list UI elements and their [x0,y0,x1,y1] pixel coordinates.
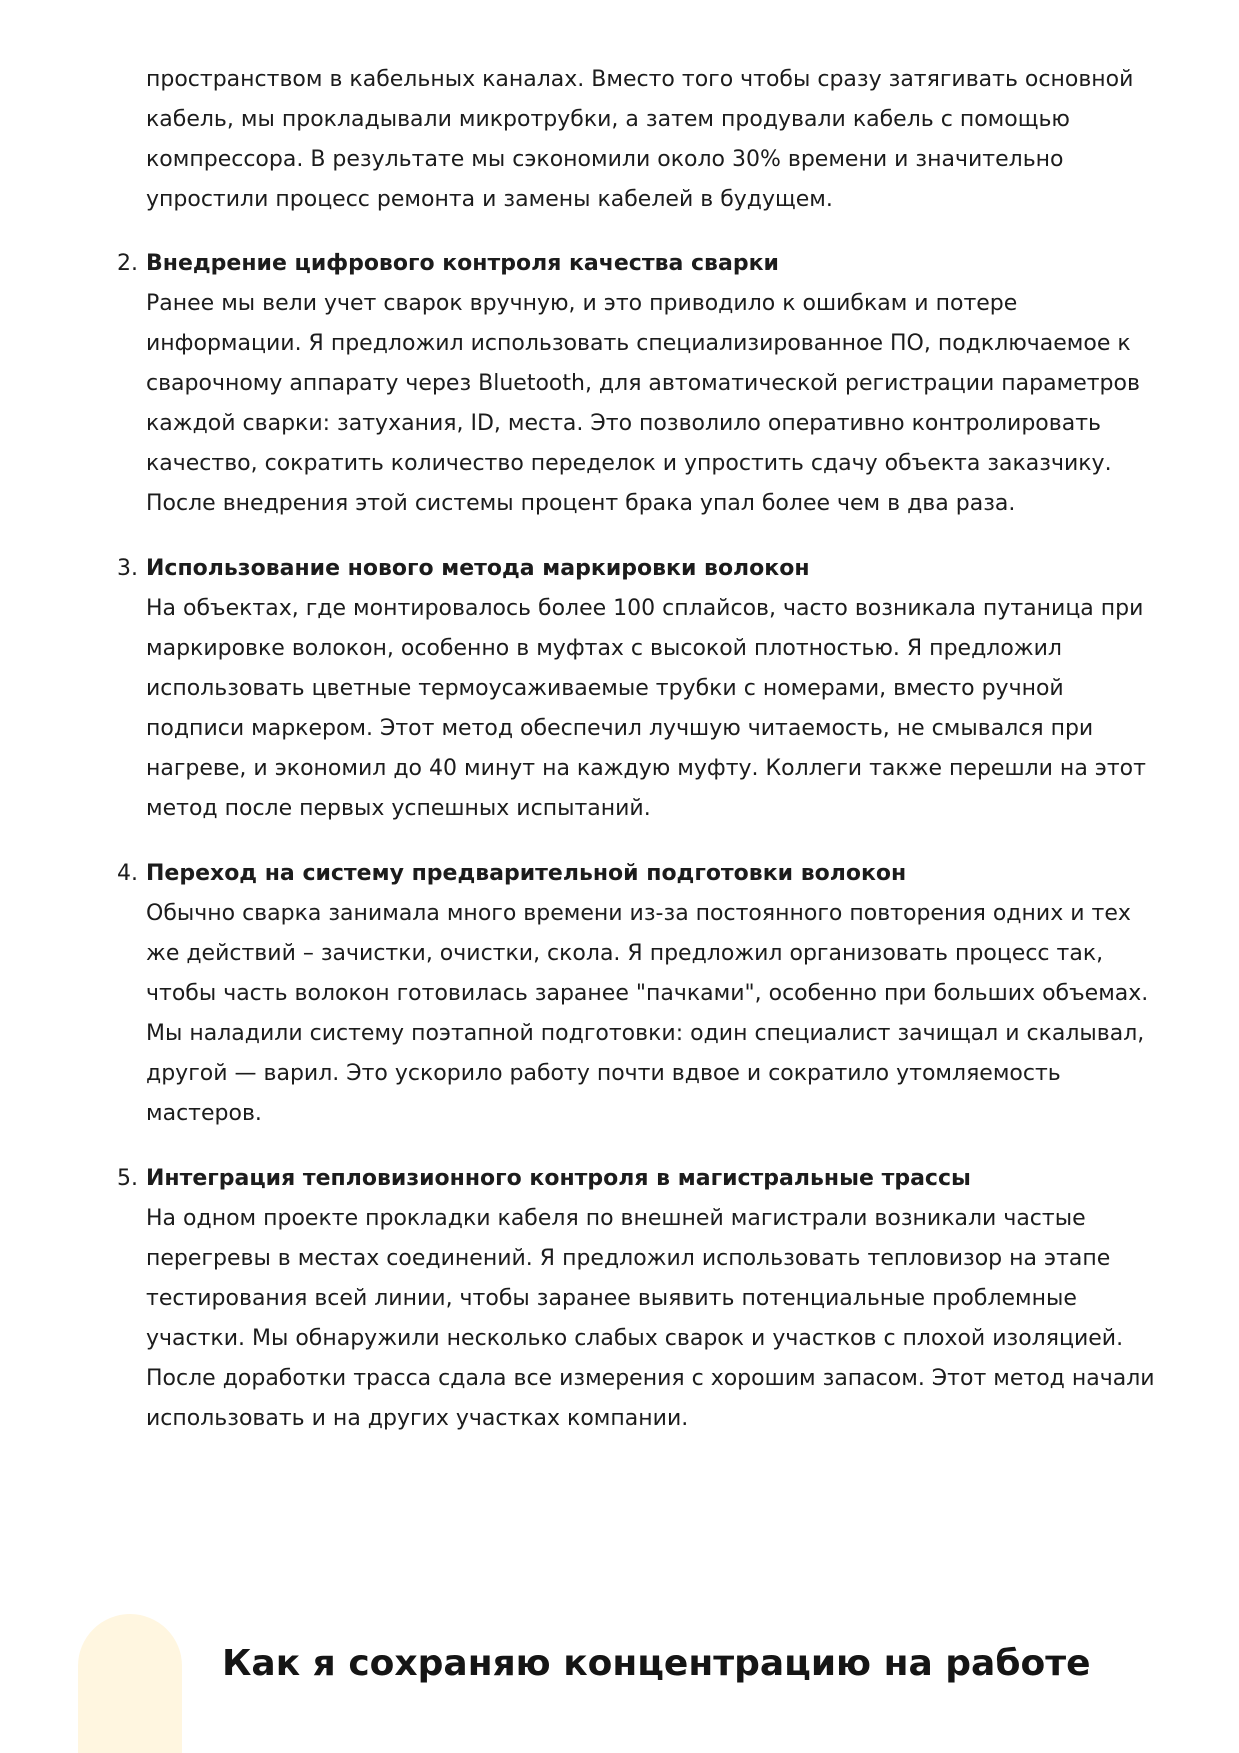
list-item-number: 4. [117,861,138,886]
heading-decoration-shape [78,1614,182,1753]
list-item-number: 3. [117,556,138,581]
list-item-title [117,854,1162,894]
list-item-body: На объектах, где монтировалось более 100 сплайсов, часто возникала путаница при маркировке волокон, особенно в муфтах с высокой плотностью. Я предложил использовать цветные термоусаживаемые трубки с номерами, вместо ручной подписи маркером. Этот метод обеспечил лучшую читаемость, не смывался при нагреве, и экономил до 40 минут на каждую муфту. Коллеги также перешли на этот метод после первых успешных испытаний. [146,596,1146,821]
intro-paragraph: пространством в кабельных каналах. Вместо того чтобы сразу затягивать основной кабель, мы прокладывали микротрубки, а затем продували кабель с помощью компрессора. В результате мы сэкономили около 30% времени и значительно упростили процесс ремонта и замены кабелей в будущем. [146,67,1134,212]
list-item-title-text: Использование нового метода маркировки волокон [146,556,810,581]
list-item-title [117,244,1162,284]
list-item-4 [117,854,1162,1134]
list-item-number: 2. [117,251,138,276]
list-item-body: На одном проекте прокладки кабеля по внешней магистрали возникали частые перегревы в местах соединений. Я предложил использовать тепловизор на этапе тестирования всей линии, чтобы заранее выявить потенциальные проблемные участки. Мы обнаружили несколько слабых сварок и участков с плохой изоляцией. После доработки трасса сдала все измерения с хорошим запасом. Этот метод начали использовать и на других участках компании. [146,1206,1155,1431]
list-item-title [117,1159,1162,1199]
list-item-title [117,549,1162,589]
list-item-title-text: Интеграция тепловизионного контроля в магистральные трассы [146,1166,971,1191]
list-item-number: 5. [117,1166,138,1191]
list-item-3 [117,549,1162,829]
list-item-body: Ранее мы вели учет сварок вручную, и это приводило к ошибкам и потере информации. Я предложил использовать специализированное ПО, подключаемое к сварочному аппарату через Bluetooth, для автоматической регистрации параметров каждой сварки: затухания, ID, места. Это позволило оперативно контролировать качество, сократить количество переделок и упростить сдачу объекта заказчику. После внедрения этой системы процент брака упал более чем в два раза. [146,291,1140,516]
list-item-body: Обычно сварка занимала много времени из-за постоянного повторения одних и тех же действий – зачистки, очистки, скола. Я предложил организовать процесс так, чтобы часть волокон готовилась заранее "пачками", особенно при больших объемах. Мы наладили систему поэтапной подготовки: один специалист зачищал и скалывал, другой — варил. Это ускорило работу почти вдвое и сократило утомляемость мастеров. [146,901,1149,1126]
section-heading: Как я сохраняю концентрацию на работе [222,1643,1091,1684]
list-item-2 [117,244,1162,524]
list-item-5 [117,1159,1162,1439]
list-item-title-text: Внедрение цифрового контроля качества сварки [146,251,779,276]
list-item-title-text: Переход на систему предварительной подготовки волокон [146,861,907,886]
